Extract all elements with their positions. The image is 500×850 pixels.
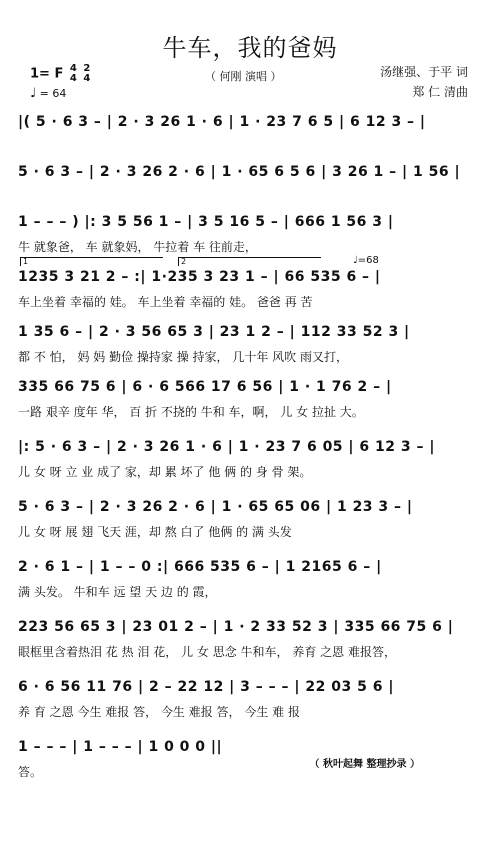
score-line bbox=[18, 318, 490, 374]
notation-text: 5 · 6 3 – | 2 · 3 26 2 · 6 | 1 · 65 65 06 | 1 23 3 – | bbox=[18, 499, 413, 515]
composer-credit: 郑 仁 清曲 bbox=[412, 85, 468, 99]
credits bbox=[380, 62, 468, 102]
notation-text: |: 5 · 6 3 – | 2 · 3 26 1 · 6 | 1 · 23 7 6 05 | 6 12 3 – | bbox=[18, 439, 435, 455]
lyric-text: 都 不 怕， 妈 妈 勤俭 操持家 操 持家， 几十年 风吹 雨又打， bbox=[18, 350, 348, 364]
score-line bbox=[18, 255, 490, 319]
notation-text: 335 66 75 6 | 6 · 6 566 17 6 56 | 1 · 1 76 2 – | bbox=[18, 379, 392, 395]
notation-text: |( 5 · 6 3 – | 2 · 3 26 1 · 6 | 1 · 23 7 6 5 | 6 12 3 – | bbox=[18, 114, 426, 130]
score-line bbox=[18, 158, 490, 214]
notation-text: 1 35 6 – | 2 · 3 56 65 3 | 23 1 2 – | 112 33 52 3 | bbox=[18, 324, 410, 340]
key-label: 1= F bbox=[30, 66, 64, 82]
lyric-text: 眼框里含着热泪 花 热 泪 花， 儿 女 思念 牛和车， 养育 之恩 难报答， bbox=[18, 645, 396, 659]
notation-text: 1 – – – ) |: 3 5 56 1 – | 3 5 16 5 – | 666 1 56 3 | bbox=[18, 214, 394, 230]
page-title: 牛车，我的爸妈 bbox=[162, 34, 338, 62]
score-line bbox=[18, 433, 490, 489]
score-line bbox=[18, 373, 490, 429]
score-line bbox=[18, 553, 490, 609]
lyric-text: 养 育 之恩 今生 难报 答， 今生 难报 答， 今生 难 报 bbox=[18, 705, 300, 719]
lyric-text: 儿 女 呀 立 业 成了 家，却 累 坏了 他 俩 的 身 骨 架。 bbox=[18, 465, 312, 479]
time-signature-2: 2 4 bbox=[83, 63, 91, 84]
quarter-note-icon: ♩ bbox=[30, 86, 37, 101]
score-line bbox=[18, 673, 490, 729]
transcriber-credit: （ 秋叶起舞 整理抄录 ） bbox=[309, 759, 420, 770]
score-line bbox=[18, 613, 490, 669]
lyric-text: 答。 bbox=[18, 765, 43, 779]
lyric-text: 一路 艰辛 度年 华， 百 折 不挠的 牛和 车，啊， 儿 女 拉扯 大。 bbox=[18, 405, 364, 419]
score-line bbox=[18, 208, 490, 264]
notation-text: 1235 3 21 2 – :| 1·235 3 23 1 – | 66 535 6 – | bbox=[18, 269, 381, 285]
tempo-change: ♩=68 bbox=[353, 255, 379, 266]
tempo-value: = 64 bbox=[39, 87, 67, 100]
notation-text: 2 · 6 1 – | 1 – – 0 :| 666 535 6 – | 1 2165 6 – | bbox=[18, 559, 382, 575]
time-signature-1: 4 4 bbox=[69, 63, 77, 84]
key-signature bbox=[30, 64, 90, 84]
singer-credit: （ 何刚 演唱 ） bbox=[205, 70, 282, 83]
lyric-text: 车上坐着 幸福的 娃。 车上坐着 幸福的 娃。 爸爸 再 苦 bbox=[18, 295, 313, 309]
lyric-text: 牛 就象爸， 车 就象妈， 牛拉着 车 往前走， bbox=[18, 240, 257, 254]
lyric-text: 满 头发。 牛和车 远 望 天 边 的 霞， bbox=[18, 585, 217, 599]
notation-text: 1 – – – | 1 – – – | 1 0 0 0 || bbox=[18, 739, 223, 755]
volta-bracket-2: 2 bbox=[178, 257, 321, 266]
score-line bbox=[18, 108, 490, 164]
volta-bracket-1: 1 bbox=[20, 257, 163, 266]
lyric-text: 儿 女 呀 展 翅 飞天 涯，却 熬 白了 他俩 的 满 头发 bbox=[18, 525, 292, 539]
tempo-marking bbox=[30, 86, 66, 101]
notation-text: 5 · 6 3 – | 2 · 3 26 2 · 6 | 1 · 65 6 5 6 | 3 26 1 – | 1 56 | bbox=[18, 164, 461, 180]
score-line bbox=[18, 493, 490, 549]
lyricist-credit: 汤继强、于平 词 bbox=[380, 65, 468, 79]
notation-text: 223 56 65 3 | 23 01 2 – | 1 · 2 33 52 3 | 335 66 75 6 | bbox=[18, 619, 454, 635]
notation-text: 6 · 6 56 11 76 | 2 – 22 12 | 3 – – – | 22 03 5 6 | bbox=[18, 679, 394, 695]
